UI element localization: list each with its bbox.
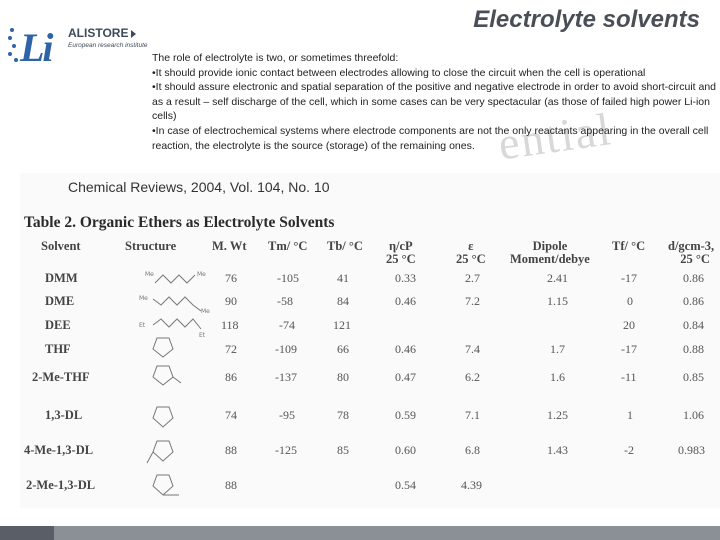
cell-tb: 85	[337, 443, 349, 457]
header-molecular-weight: M. Wt	[212, 239, 247, 253]
paragraph: •It should assure electronic and spatial separation of the positive and negative electrode in order to avoid short-circuit and as a result – self discharge of the cell, which in some cases can be very spectacular (as those of failed high power Li-ion cells)	[152, 81, 717, 123]
cell-mwt: 72	[225, 342, 237, 356]
cell-tb: 78	[337, 408, 349, 422]
cell-viscosity: 0.46	[395, 342, 416, 356]
cell-tm: -95	[279, 408, 295, 422]
cell-density: 0.983	[678, 443, 705, 457]
solvent-name: DEE	[45, 318, 71, 332]
thf-structure-icon	[145, 335, 185, 361]
cell-dielectric: 7.4	[465, 342, 480, 356]
cell-viscosity: 0.46	[395, 294, 416, 308]
slide-title: Electrolyte solvents	[473, 6, 700, 33]
solvent-name: 2-Me-1,3-DL	[26, 478, 96, 492]
cell-density: 0.88	[683, 342, 704, 356]
scanned-table-image	[20, 173, 720, 508]
cell-density: 1.06	[683, 408, 704, 422]
cell-density: 0.85	[683, 370, 704, 384]
paragraph: •It should provide ionic contact between electrodes allowing to close the circuit when the cell is operational	[152, 66, 646, 79]
solvent-name: 2-Me-THF	[32, 370, 90, 384]
2-me-1-3-dl-structure-icon	[145, 469, 195, 505]
header-solvent: Solvent	[41, 239, 81, 253]
cell-dielectric: 4.39	[461, 478, 482, 492]
cell-tb: 84	[337, 294, 349, 308]
cell-density: 0.86	[683, 271, 704, 285]
cell-tf: -2	[624, 443, 634, 457]
journal-citation: Chemical Reviews, 2004, Vol. 104, No. 10	[68, 179, 330, 195]
solvent-name: THF	[45, 342, 71, 356]
cell-dipole: 1.6	[550, 370, 565, 384]
cell-tb: 121	[333, 318, 351, 332]
cell-mwt: 88	[225, 443, 237, 457]
cell-tm: -74	[279, 318, 295, 332]
header-structure: Structure	[125, 239, 177, 253]
paragraph: The role of electrolyte is two, or sometimes threefold:	[152, 52, 399, 64]
cell-tm: -105	[277, 271, 299, 285]
cell-mwt: 86	[225, 370, 237, 384]
cell-tf: -17	[621, 342, 637, 356]
cell-viscosity: 0.59	[395, 408, 416, 422]
dmm-structure-icon	[145, 267, 215, 289]
solvent-name: 4-Me-1,3-DL	[24, 443, 94, 457]
cell-dipole: 1.25	[547, 408, 568, 422]
paragraph: •In case of electrochemical systems where electrode components are not the only reactants appearing in the overall cell reaction, the electrolyte is the source (storage) of the remaining ones.	[152, 124, 709, 152]
struct-label: Me	[197, 271, 206, 278]
cell-tf: -17	[621, 271, 637, 285]
header-viscosity: η/cP 25 °C	[386, 239, 416, 266]
cell-viscosity: 0.33	[395, 271, 416, 285]
cell-tm: -109	[275, 342, 297, 356]
4-me-1-3-dl-structure-icon	[145, 435, 185, 469]
header-melting-point: Tm/ °C	[268, 239, 308, 253]
cell-tb: 41	[337, 271, 349, 285]
cell-dipole: 1.7	[550, 342, 565, 356]
cell-tb: 66	[337, 342, 349, 356]
solvent-name: DMM	[45, 271, 78, 285]
struct-label: Et	[199, 332, 206, 339]
cell-mwt: 88	[225, 478, 237, 492]
cell-dipole: 1.43	[547, 443, 568, 457]
header-dielectric: ε 25 °C	[456, 239, 486, 266]
cell-tf: 20	[623, 318, 635, 332]
solvent-name: 1,3-DL	[45, 408, 83, 422]
cell-dielectric: 2.7	[465, 271, 480, 285]
cell-tf: 0	[627, 294, 633, 308]
alistore-logo	[6, 14, 156, 70]
cell-tm: -125	[275, 443, 297, 457]
struct-label: Et	[139, 322, 146, 329]
cell-dielectric: 6.2	[465, 370, 480, 384]
footer-bar	[0, 526, 720, 540]
cell-tb: 80	[337, 370, 349, 384]
cell-tm: -137	[275, 370, 297, 384]
logo-brand: ALISTORE	[68, 26, 136, 40]
logo-arrow-icon	[131, 30, 136, 38]
logo-subtitle: European research institute	[68, 42, 148, 49]
struct-label: Me	[139, 295, 148, 302]
cell-dielectric: 7.1	[465, 408, 480, 422]
cell-mwt: 118	[221, 318, 239, 332]
cell-viscosity: 0.54	[395, 478, 416, 492]
cell-dipole: 1.15	[547, 294, 568, 308]
logo-mark: Li	[20, 25, 52, 70]
cell-tf: 1	[627, 408, 633, 422]
cell-mwt: 74	[225, 408, 237, 422]
header-flash-point: Tf/ °C	[612, 239, 646, 253]
header-density: d/gcm-3, 25 °C	[668, 239, 715, 266]
cell-viscosity: 0.47	[395, 370, 416, 384]
struct-label: Me	[145, 271, 154, 278]
cell-density: 0.86	[683, 294, 704, 308]
header-dipole-moment: Dipole Moment/debye	[510, 239, 590, 266]
struct-label: Me	[201, 308, 210, 315]
cell-dipole: 2.41	[547, 271, 568, 285]
2-me-thf-structure-icon	[145, 363, 185, 391]
watermark: ential	[495, 103, 616, 170]
cell-tf: -11	[621, 370, 637, 384]
header-boiling-point: Tb/ °C	[327, 239, 363, 253]
solvent-name: DME	[45, 294, 75, 308]
body-text	[152, 51, 720, 153]
cell-mwt: 90	[225, 294, 237, 308]
dme-structure-icon	[139, 291, 215, 315]
cell-tm: -58	[277, 294, 293, 308]
cell-viscosity: 0.60	[395, 443, 416, 457]
cell-density: 0.84	[683, 318, 704, 332]
cell-mwt: 76	[225, 271, 237, 285]
1-3-dl-structure-icon	[145, 403, 185, 433]
table-title: Table 2. Organic Ethers as Electrolyte Solvents	[24, 214, 335, 231]
footer-accent	[0, 526, 54, 540]
cell-dielectric: 6.8	[465, 443, 480, 457]
cell-dielectric: 7.2	[465, 294, 480, 308]
